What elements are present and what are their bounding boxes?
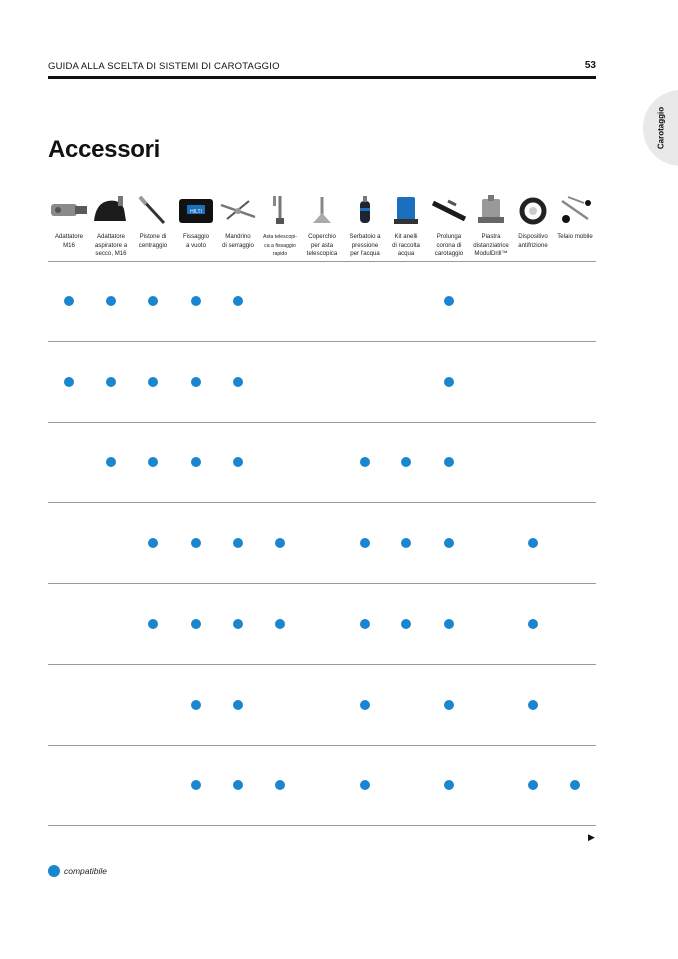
vacuum-fixing-icon <box>175 193 217 227</box>
accessory-column <box>554 193 596 242</box>
anti-friction-ring-icon <box>512 193 554 227</box>
row-divider <box>48 745 596 746</box>
clamping-spindle-icon <box>217 193 259 227</box>
legend-dot-icon <box>48 865 60 877</box>
adapter-m16-icon <box>48 193 90 227</box>
compatible-dot <box>148 457 158 467</box>
accessory-column <box>217 193 259 250</box>
accessory-label: Adattatore M16 <box>54 233 84 249</box>
accessory-label: Adattatore aspiratore a secco, M16 <box>94 233 128 258</box>
compatible-dot <box>444 538 454 548</box>
accessory-label: Coperchio per asta telescopica <box>306 233 338 258</box>
water-tank-icon <box>344 193 386 227</box>
accessory-column <box>385 193 427 259</box>
accessory-label: Prolunga corona di carotaggio <box>434 233 464 258</box>
compatible-dot <box>401 619 411 629</box>
compatible-dot <box>360 780 370 790</box>
compatible-dot <box>444 780 454 790</box>
section-title: Accessori <box>48 136 161 163</box>
accessory-column <box>428 193 470 259</box>
accessory-label: Telaio mobile <box>557 233 593 240</box>
compatible-dot <box>275 619 285 629</box>
row-divider <box>48 422 596 423</box>
compatible-dot <box>106 377 116 387</box>
accessory-label: Dispositivo antifrizione <box>518 233 548 249</box>
compatible-dot <box>528 538 538 548</box>
spacer-plate-icon <box>470 193 512 227</box>
compatible-dot <box>360 457 370 467</box>
compatible-dot <box>528 700 538 710</box>
compatible-dot <box>64 296 74 306</box>
compatible-dot <box>444 296 454 306</box>
row-divider <box>48 341 596 342</box>
accessory-label: Serbatoio a pressione per l'acqua <box>349 233 381 258</box>
compatible-dot <box>191 296 201 306</box>
accessory-label: Piastra distanziatrice ModulDrill™ <box>473 233 509 258</box>
compatible-dot <box>148 296 158 306</box>
accessory-column <box>132 193 174 250</box>
compatible-dot <box>444 457 454 467</box>
compatible-dot <box>528 780 538 790</box>
compatible-dot <box>233 296 243 306</box>
water-collector-icon <box>385 193 427 227</box>
compatible-dot <box>106 296 116 306</box>
compatible-dot <box>360 538 370 548</box>
row-divider <box>48 664 596 665</box>
compatible-dot <box>275 538 285 548</box>
compatible-dot <box>191 619 201 629</box>
compatible-dot <box>191 457 201 467</box>
compatible-dot <box>191 538 201 548</box>
accessory-column <box>301 193 343 259</box>
next-arrow-icon[interactable]: ▶ <box>588 832 595 842</box>
compatible-dot <box>444 700 454 710</box>
compatible-dot <box>401 457 411 467</box>
accessory-label: Kit anelli di raccolta acqua <box>392 233 420 258</box>
telescopic-rod-icon <box>259 193 301 227</box>
compatible-dot <box>570 780 580 790</box>
accessory-column <box>175 193 217 250</box>
row-divider <box>48 502 596 503</box>
compatible-dot <box>233 780 243 790</box>
compatible-dot <box>64 377 74 387</box>
compatible-dot <box>360 700 370 710</box>
svg-text:HILTI: HILTI <box>190 209 202 215</box>
compatible-dot <box>528 619 538 629</box>
compatible-dot <box>233 377 243 387</box>
accessory-label: Mandrino di serraggio <box>222 233 254 249</box>
running-header: GUIDA ALLA SCELTA DI SISTEMI DI CAROTAGGIO <box>48 61 280 72</box>
compatible-dot <box>444 619 454 629</box>
compatible-dot <box>191 377 201 387</box>
compatible-dot <box>233 457 243 467</box>
accessory-column <box>90 193 132 259</box>
row-divider <box>48 583 596 584</box>
accessory-label: Pistone di centraggio <box>138 233 168 249</box>
core-bit-extension-icon <box>428 193 470 227</box>
row-divider <box>48 825 596 826</box>
accessory-column <box>470 193 512 259</box>
compatible-dot <box>106 457 116 467</box>
compatible-dot <box>148 377 158 387</box>
compatible-dot <box>148 619 158 629</box>
compatible-dot <box>191 780 201 790</box>
compatible-dot <box>233 538 243 548</box>
compatible-dot <box>275 780 285 790</box>
compatible-dot <box>233 619 243 629</box>
accessory-label: Fissaggio a vuoto <box>182 233 210 249</box>
centering-piston-icon <box>132 193 174 227</box>
compatible-dot <box>191 700 201 710</box>
dry-vacuum-adapter-icon <box>90 193 132 227</box>
accessory-label: Asta telescopi- ca a fissaggio rapido <box>262 234 298 258</box>
compatible-dot <box>401 538 411 548</box>
side-tab-label: Carotaggio <box>656 106 666 150</box>
compatible-dot <box>360 619 370 629</box>
compatible-dot <box>233 700 243 710</box>
legend-label: compatibile <box>64 866 107 876</box>
accessory-column <box>259 193 301 259</box>
telescopic-cover-icon <box>301 193 343 227</box>
accessory-column <box>48 193 90 250</box>
row-divider <box>48 261 596 262</box>
accessory-column <box>512 193 554 250</box>
compatible-dot <box>444 377 454 387</box>
mobile-frame-icon <box>554 193 596 227</box>
compatible-dot <box>148 538 158 548</box>
header-rule <box>48 76 596 79</box>
page-number: 53 <box>584 60 596 71</box>
